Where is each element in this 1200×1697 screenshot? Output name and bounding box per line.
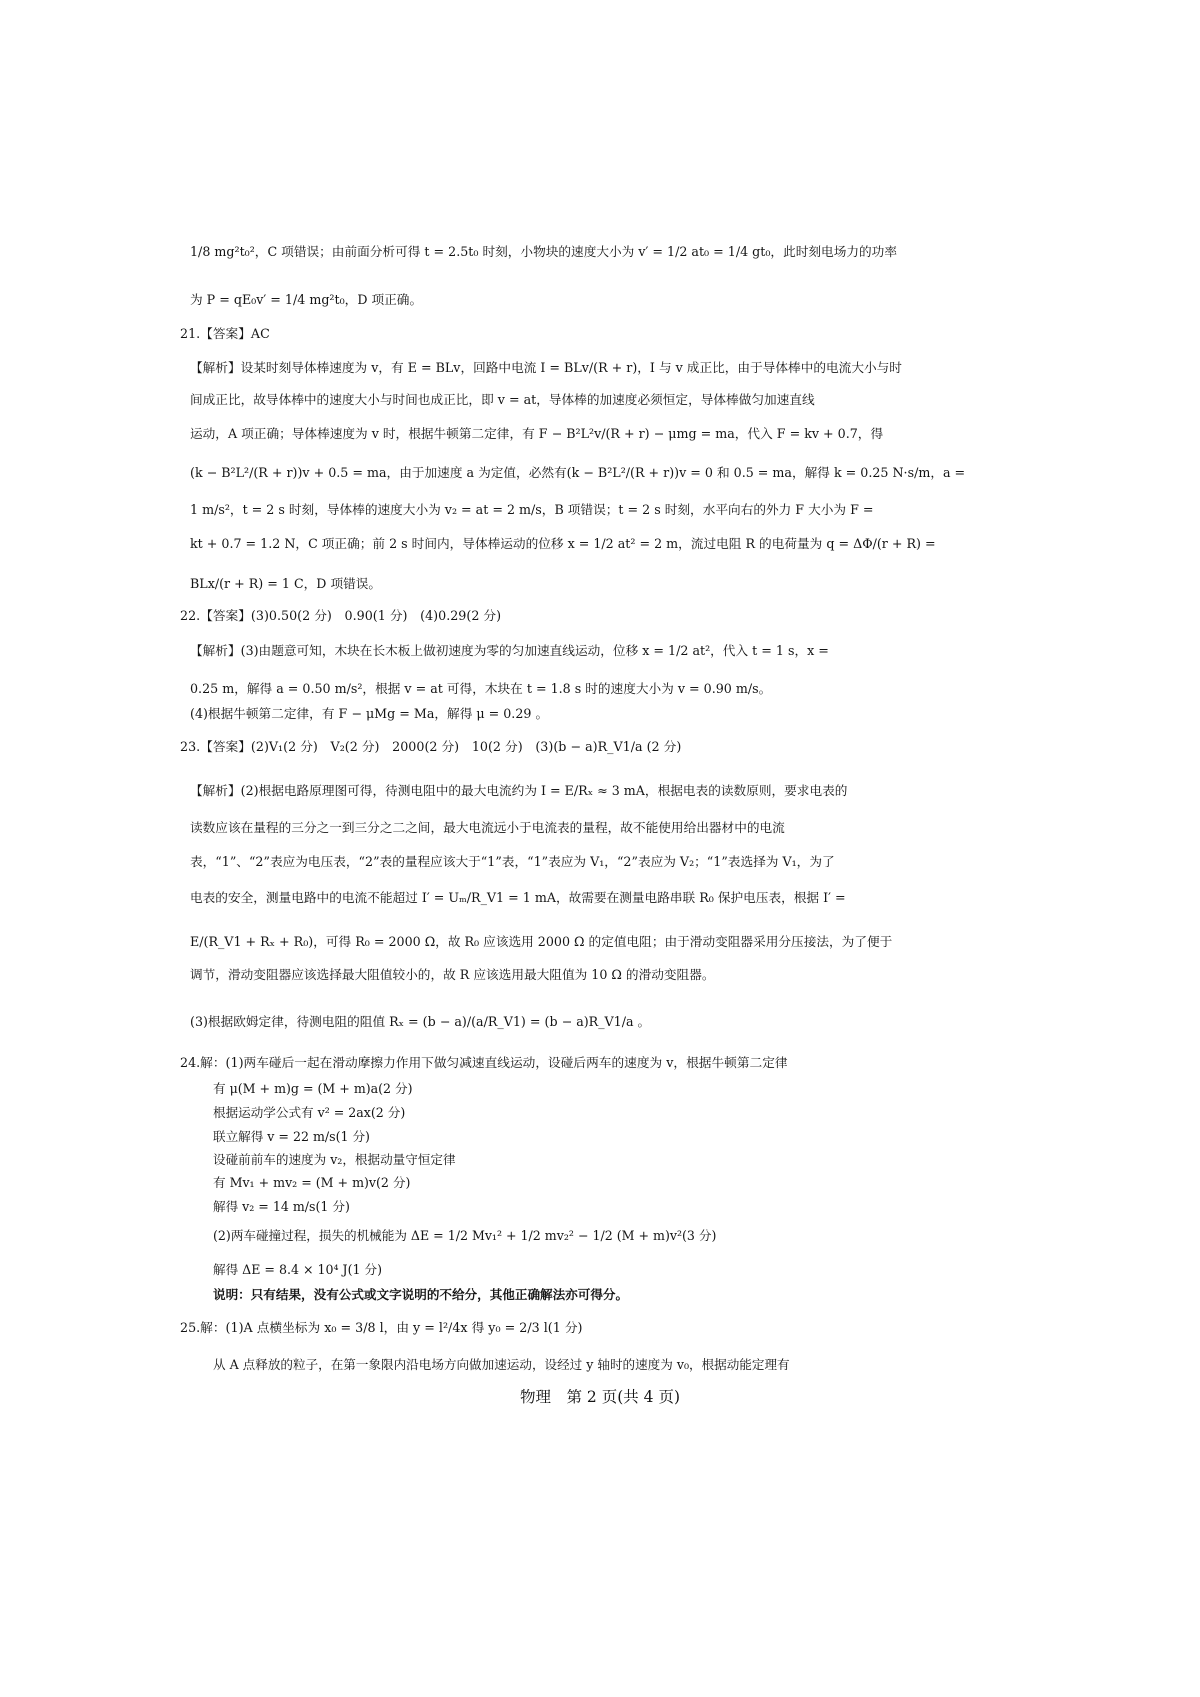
text-line: 表，“1”、“2”表应为电压表，“2”表的量程应该大于“1”表，“1”表应为 V₁，“2”表应为 V₂；“1”表选择为 V₁，为了 [190, 854, 835, 869]
text-line: 运动，A 项正确；导体棒速度为 v 时，根据牛顿第二定律，有 F − B²L²v/(R + r) − μmg = ma，代入 F = kv + 0.7，得 [190, 426, 884, 441]
text-line: 【解析】(3)由题意可知，木块在长木板上做初速度为零的匀加速直线运动，位移 x = 1/2 at²，代入 t = 1 s，x = [190, 643, 829, 658]
text-line: 为 P = qE₀v′ = 1/4 mg²t₀，D 项正确。 [190, 292, 423, 307]
text-line: BLx/(r + R) = 1 C，D 项错误。 [190, 576, 382, 591]
text-line: 调节，滑动变阻器应该选择最大阻值较小的，故 R 应该选用最大阻值为 10 Ω 的滑动变阻器。 [190, 967, 715, 982]
scoring-note: 说明：只有结果，没有公式或文字说明的不给分，其他正确解法亦可得分。 [213, 1287, 629, 1302]
text-line: 1/8 mg²t₀²，C 项错误；由前面分析可得 t = 2.5t₀ 时刻，小物块的速度大小为 v′ = 1/2 at₀ = 1/4 gt₀，此时刻电场力的功率 [190, 244, 897, 259]
text-line: 【解析】(2)根据电路原理图可得，待测电阻中的最大电流约为 I = E/Rₓ ≈ 3 mA，根据电表的读数原则，要求电表的 [190, 783, 848, 798]
answer-heading: 23.【答案】(2)V₁(2 分) V₂(2 分) 2000(2 分) 10(2 分) (3)(b − a)R_V1/a (2 分) [180, 739, 682, 754]
text-line: (2)两车碰撞过程，损失的机械能为 ΔE = 1/2 Mv₁² + 1/2 mv₂² − 1/2 (M + m)v²(3 分) [213, 1228, 717, 1243]
text-line: 电表的安全，测量电路中的电流不能超过 I′ = Uₘ/R_V1 = 1 mA，故需要在测量电路串联 R₀ 保护电压表，根据 I′ = [190, 890, 846, 905]
text-line: kt + 0.7 = 1.2 N，C 项正确；前 2 s 时间内，导体棒运动的位移 x = 1/2 at² = 2 m，流过电阻 R 的电荷量为 q = ΔΦ/(r + R) = [190, 536, 936, 551]
answer-heading: 21.【答案】AC [180, 326, 270, 341]
text-line: 读数应该在量程的三分之一到三分之二之间，最大电流远小于电流表的量程，故不能使用给出器材中的电流 [190, 820, 785, 835]
text-line: 解得 v₂ = 14 m/s(1 分) [213, 1199, 350, 1214]
text-line: (3)根据欧姆定律，待测电阻的阻值 Rₓ = (b − a)/(a/R_V1) = (b − a)R_V1/a 。 [190, 1014, 651, 1029]
text-line: (4)根据牛顿第二定律，有 F − μMg = Ma，解得 μ = 0.29 。 [190, 706, 549, 721]
text-line: 间成正比，故导体棒中的速度大小与时间也成正比，即 v = at，导体棒的加速度必须恒定，导体棒做匀加速直线 [190, 392, 815, 407]
answer-heading: 25.解：(1)A 点横坐标为 x₀ = 3/8 l，由 y = l²/4x 得 y₀ = 2/3 l(1 分) [180, 1320, 583, 1335]
text-line: (k − B²L²/(R + r))v + 0.5 = ma，由于加速度 a 为定值，必然有(k − B²L²/(R + r))v = 0 和 0.5 = ma，解得 k = 0.25 N·s/m，a = [190, 465, 966, 480]
text-line: 根据运动学公式有 v² = 2ax(2 分) [213, 1105, 406, 1120]
answer-heading: 24.解：(1)两车碰后一起在滑动摩擦力作用下做匀减速直线运动，设碰后两车的速度为 v，根据牛顿第二定律 [180, 1055, 788, 1070]
text-line: 解得 ΔE = 8.4 × 10⁴ J(1 分) [213, 1262, 382, 1277]
text-line: 有 μ(M + m)g = (M + m)a(2 分) [213, 1081, 413, 1096]
text-line: E/(R_V1 + Rₓ + R₀)，可得 R₀ = 2000 Ω，故 R₀ 应该选用 2000 Ω 的定值电阻；由于滑动变阻器采用分压接法，为了便于 [190, 934, 893, 949]
text-line: 0.25 m，解得 a = 0.50 m/s²，根据 v = at 可得，木块在 t = 1.8 s 时的速度大小为 v = 0.90 m/s。 [190, 681, 772, 696]
text-line: 设碰前前车的速度为 v₂，根据动量守恒定律 [213, 1152, 456, 1167]
answer-heading: 22.【答案】(3)0.50(2 分) 0.90(1 分) (4)0.29(2 分) [180, 608, 502, 623]
text-line: 1 m/s²，t = 2 s 时刻，导体棒的速度大小为 v₂ = at = 2 m/s，B 项错误；t = 2 s 时刻，水平向右的外力 F 大小为 F = [190, 502, 874, 517]
text-line: 有 Mv₁ + mv₂ = (M + m)v(2 分) [213, 1175, 411, 1190]
text-line: 联立解得 v = 22 m/s(1 分) [213, 1129, 370, 1144]
text-line: 从 A 点释放的粒子，在第一象限内沿电场方向做加速运动，设经过 y 轴时的速度为 v₀，根据动能定理有 [213, 1357, 790, 1372]
page-footer: 物理 第 2 页(共 4 页) [519, 1388, 681, 1406]
text-line: 【解析】设某时刻导体棒速度为 v，有 E = BLv，回路中电流 I = BLv/(R + r)，I 与 v 成正比，由于导体棒中的电流大小与时 [190, 360, 902, 375]
